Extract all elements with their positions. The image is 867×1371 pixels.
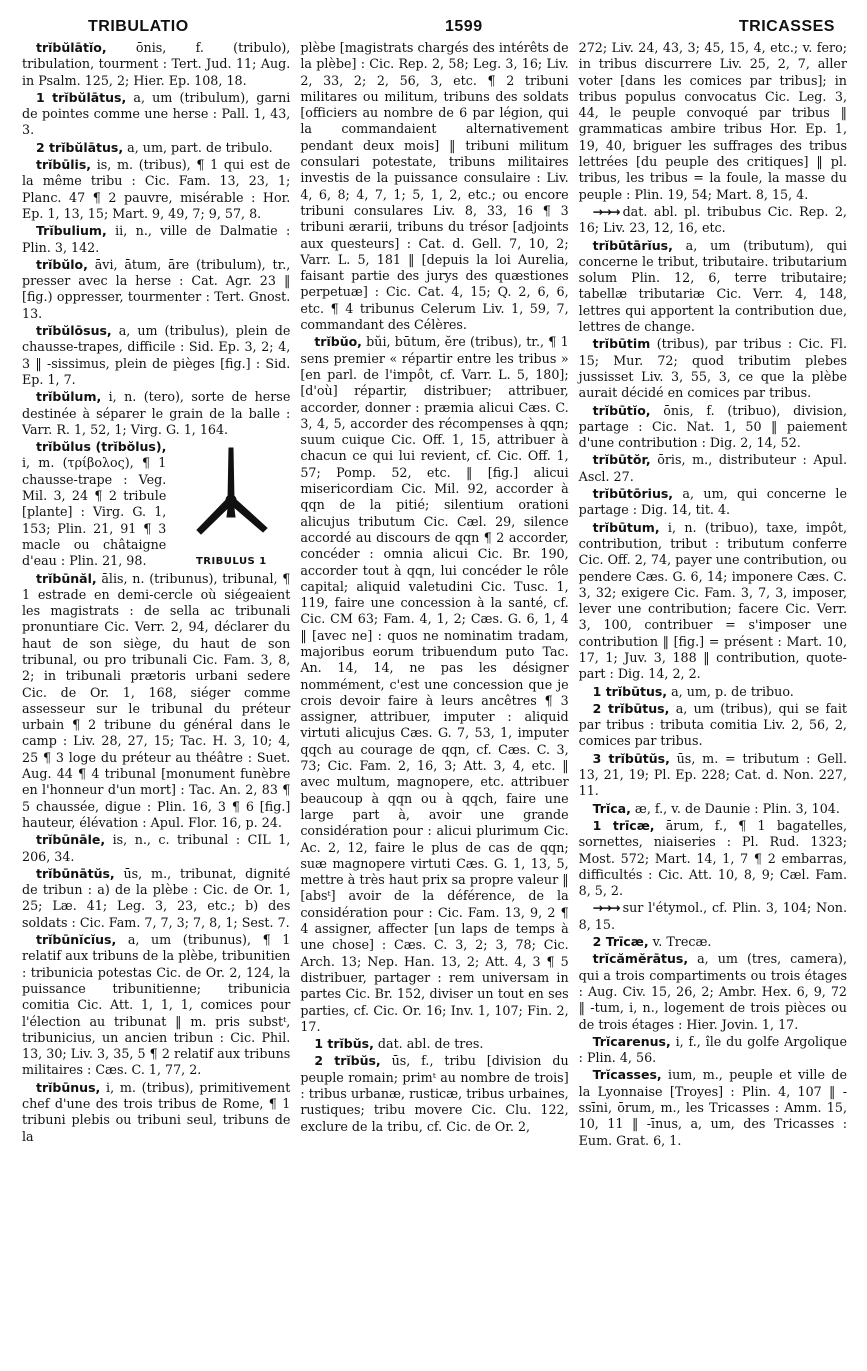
entry-text: i, n. (tribuo), taxe, impôt, contribution, tribut : tributum conferre Cic. Off. 2, 74, payer une contribution, ou pendere Cæs. G. 6, 14; imponere Cæs. C. 3, 32; exigere Cic. Fam. 3, 7, 3, imposer, lever une contribution; facere Cic. Verr. 3, 100, contribuer = s'imposer une contribution ‖ [fig.] = présent : Mart. 10, 17, 1; Juv. 3, 188 ‖ contribution, quote-part : Dig. 14, 2, 2. bbox=[578, 519, 847, 682]
dictionary-entry bbox=[579, 900, 847, 933]
headword: trĭbūtōrius, bbox=[592, 486, 674, 502]
dictionary-entry bbox=[579, 204, 847, 237]
dictionary-entry bbox=[579, 238, 847, 336]
headword: trĭbūnĭcĭus, bbox=[36, 932, 117, 948]
entry-text: dat. abl. pl. tribubus Cic. Rep. 2, 16; Liv. 23, 12, 16, etc. bbox=[578, 203, 847, 236]
figure-caption: TRIBULUS 1 bbox=[195, 556, 267, 568]
dictionary-entry bbox=[22, 157, 290, 222]
headword: Trĭbulium, bbox=[36, 223, 107, 239]
entry-text: a, um (tres, camera), qui a trois compartiments ou trois étages : Aug. Civ. 15, 26, 2; Ambr. Hex. 6, 9, 72 ‖ -tum, i, n., logement de trois pièces ou de trois étages : Hier. Jovin. 1, 17. bbox=[578, 951, 847, 1032]
dictionary-entry bbox=[579, 684, 847, 700]
headword: 2 trĭbūtus, bbox=[592, 700, 670, 716]
dictionary-entry bbox=[579, 520, 847, 683]
headword: 2 Trīcæ, bbox=[592, 934, 649, 950]
dictionary-entry bbox=[300, 40, 568, 333]
headword: trĭbŭlum, bbox=[36, 389, 102, 405]
entry-text: is, m. (tribus), ¶ 1 qui est de la même tribu : Cic. Fam. 13, 23, 1; Planc. 47 ¶ 2 pauvre, misérable : Hor. Ep. 1, 13, 15; Mart. 9, 49, 7; 9, 57, 8. bbox=[22, 157, 291, 221]
entry-text: a, um, part. de tribulo. bbox=[123, 139, 273, 155]
headword: trĭbūtārĭus, bbox=[592, 237, 673, 253]
entry-text: æ, f., v. de Daunie : Plin. 3, 104. bbox=[630, 800, 840, 816]
entry-text: a, um (tribus), qui se fait par tribus : tributa comitia Liv. 2, 56, 2, comices par tribus. bbox=[578, 700, 847, 749]
entry-text: v. Trecæ. bbox=[648, 934, 712, 950]
header-right-word: TRICASSES bbox=[738, 18, 835, 35]
dictionary-entry bbox=[579, 403, 847, 452]
entry-text: ālis, n. (tribunus), tribunal, ¶ 1 estrade en demi-cercle où siégeaient les magistrats : de sella ac tribunali pronuntiare Cic. Verr. 2, 94, déclarer du haut de son siège, du haut de son tribunal, ou pro tribunali Cic. Fam. 3, 8, 2; in tribunali prætoris urbani sedere Cic. de Or. 1, 168, siéger comme assesseur sur le tribunal du préteur urbain ¶ 2 tribune du général dans le camp : Liv. 28, 27, 15; Tac. H. 3, 10; 4, 25 ¶ 3 loge du préteur au théâtre : Suet. Aug. 44 ¶ 4 tribunal [monument funèbre en l'honneur d'un mort] : Tac. An. 2, 83 ¶ 5 chaussée, digue : Plin. 16, 3 ¶ 6 [fig.] hauteur, élévation : Apul. Flor. 16, p. 24. bbox=[22, 570, 291, 830]
dictionary-entry bbox=[22, 932, 290, 1079]
dictionary-entry bbox=[579, 1034, 847, 1067]
headword: 2 trĭbŭlātus, bbox=[36, 139, 124, 155]
dictionary-entry bbox=[579, 701, 847, 750]
entry-text: a, um (tribulum), garni de pointes comme une herse : Pall. 1, 43, 3. bbox=[22, 89, 291, 138]
dictionary-entry bbox=[300, 334, 568, 1035]
columns bbox=[22, 40, 847, 1150]
entry-text: a, um, p. de tribuo. bbox=[667, 683, 794, 699]
entry-text: ūs, f., tribu [division du peuple romain; primᵗ au nombre de trois] : tribus urbanæ, rusticæ, tribus urbaines, rustiques; tribu movere Cic. Clu. 122, exclure de la tribu, cf. Cic. de Or. 2, bbox=[300, 1053, 569, 1134]
dictionary-entry bbox=[579, 40, 847, 203]
entry-with-figure bbox=[22, 439, 290, 570]
headword: trĭbŭlus (trĭbŏlus), bbox=[36, 439, 167, 455]
dictionary-entry bbox=[22, 323, 290, 388]
headword: trĭbūnātŭs, bbox=[36, 865, 115, 881]
headword: trĭbūnăl, bbox=[36, 570, 97, 586]
dictionary-entry bbox=[579, 751, 847, 800]
headword: trĭbŭlātĭo, bbox=[36, 40, 107, 55]
headword: 2 trĭbŭs, bbox=[314, 1053, 381, 1069]
dictionary-entry bbox=[300, 1036, 568, 1052]
entry-text: plèbe [magistrats chargés des intérêts de la plèbe] : Cic. Rep. 2, 58; Leg. 3, 16; Liv. 2, 33, 2; 2, 56, 3, etc. ¶ 2 tribuni militares ou militum, tribuns des soldats [officiers au nombre de 6 par légion, qui la commandaient alternativement pendant deux mois] ‖ tribuni militum consulari potestate, tribuns militaires investis de la puissance consulaire : Liv. 4, 6, 8; 4, 7, 1; 5, 1, 2, etc.; ou encore tribuni consulares Liv. 8, 33, 16 ¶ 3 tribuni ærarii, tribuns du trésor [adjoints aux questeurs] : Cat. d. Gell. 7, 10, 2; Varr. L. 5, 181 ‖ [depuis la loi Aurelia, faisant partie des jurys des quæstiones perpetuæ] : Cic. Cat. 4, 15; Q. 2, 6, 6, etc. ¶ 4 tribunus Celerum Liv. 1, 59, 7, commandant des Célères. bbox=[300, 40, 569, 333]
dictionary-entry bbox=[579, 818, 847, 899]
dictionary-entry bbox=[22, 1080, 290, 1145]
triple-arrow-icon: →→→ bbox=[592, 900, 619, 916]
headword: trĭbŭlōsus, bbox=[36, 323, 112, 339]
dictionary-entry bbox=[579, 486, 847, 519]
entry-text: dat. abl. de tres. bbox=[373, 1036, 484, 1052]
headword: Trĭcarenus, bbox=[592, 1033, 671, 1049]
dictionary-entry bbox=[22, 90, 290, 139]
entry-text: ārum, f., ¶ 1 bagatelles, sornettes, niaiseries : Pl. Rud. 1323; Most. 572; Mart. 14, 1, 7 ¶ 2 embarras, difficultés : Cic. Att. 10, 8, 9; Cæl. Fam. 8, 5, 2. bbox=[578, 817, 847, 899]
caltrop-icon bbox=[181, 442, 281, 552]
headword: 3 trĭbūtŭs, bbox=[592, 750, 670, 766]
headword: 1 trĭbūtus, bbox=[592, 683, 668, 699]
dictionary-entry bbox=[579, 1067, 847, 1148]
headword: Trĭcasses, bbox=[592, 1067, 662, 1083]
entry-text: a, um (tribunus), ¶ 1 relatif aux tribuns de la plèbe, tribunitien : tribunicia potestas Cic. de Or. 2, 124, la puissance tribunitienne; tribunicia comitia Cic. Att. 1, 1, 1, comices pour l'élection au tribunat ‖ m. pris substᵗ, tribunicius, un ancien tribun : Cic. Phil. 13, 30; Liv. 3, 35, 5 ¶ 2 relatif aux tribuns militaires : Cæs. C. 1, 77, 2. bbox=[22, 932, 291, 1078]
headword: trĭbūtum, bbox=[592, 519, 660, 535]
dictionary-entry bbox=[579, 452, 847, 485]
headword: trĭbūlis, bbox=[36, 157, 92, 173]
entry-text: i, m. (tribus), primitivement chef d'une des trois tribus de Rome, ¶ 1 tribuni plebis ou tribuni seul, tribuns de la bbox=[22, 1079, 291, 1144]
dictionary-entry bbox=[579, 801, 847, 817]
entry-text: ūs, m. = tributum : Gell. 13, 21, 19; Pl. Ep. 228; Cat. d. Non. 227, 11. bbox=[578, 750, 847, 799]
headword: trĭbŭo, bbox=[314, 334, 362, 350]
entry-text: ūs, m., tribunat, dignité de tribun : a) de la plèbe : Cic. de Or. 1, 25; Læ. 41; Leg. 3, 23, etc.; b) des soldats : Cic. Fam. 7, 7, 3; 7, 8, 1; Sest. 7. bbox=[22, 865, 291, 930]
entry-text: ōris, m., distributeur : Apul. Ascl. 27. bbox=[578, 452, 847, 484]
page-header bbox=[22, 18, 847, 40]
headword: 1 trĭbŭs, bbox=[314, 1036, 374, 1052]
headword: trĭbūtĭo, bbox=[592, 402, 651, 418]
column-2 bbox=[300, 40, 568, 1150]
entry-text: i, n. (tero), sorte de herse destinée à séparer le grain de la balle : Varr. R. 1, 52, 1; Virg. G. 1, 164. bbox=[22, 389, 291, 437]
entry-text: āvi, ātum, āre (tribulum), tr., presser avec la herse : Cat. Agr. 23 ‖ [fig.) oppresser, tourmenter : Tert. Gnost. 13. bbox=[22, 256, 291, 321]
entry-text: i, m. (τρίβολος), ¶ 1 chausse-trape : Veg. Mil. 3, 24 ¶ 2 tribule [plante] : Virg. G. 1, 153; Plin. 21, 91 ¶ 3 macle ou châtaigne d'eau : Plin. 21, 98. bbox=[22, 455, 167, 569]
dictionary-entry bbox=[579, 934, 847, 950]
entry-text: sur l'étymol., cf. Plin. 3, 104; Non. 8, 15. bbox=[578, 900, 847, 932]
entry-text: a, um (tributum), qui concerne le tribut, tributaire. tributarium solum Plin. 12, 6, terre tributaire; tabellæ tributariæ Cic. Verr. 4, 148, lettres qui apportent la contribution due, lettres de change. bbox=[578, 237, 847, 335]
entry-text: 272; Liv. 24, 43, 3; 45, 15, 4, etc.; v. fero; in tribus discurrere Liv. 25, 2, 7, aller voter [dans les comices par tribus]; in tribus populus convocatus Cic. Leg. 3, 44, le peuple convoqué par tribus ‖ grammaticas ambire tribus Hor. Ep. 1, 19, 40, briguer les suffrages des tribus lettrées [du peuple des critiques] ‖ pl. tribus, les tribus = la foule, la masse du peuple : Plin. 19, 54; Mart. 8, 15, 4. bbox=[578, 40, 847, 202]
dictionary-entry bbox=[22, 389, 290, 438]
headword: trĭcămĕrātus, bbox=[592, 951, 689, 967]
entry-text: ium, m., peuple et ville de la Lyonnaise [Troyes] : Plin. 4, 107 ‖ -ssīni, ōrum, m., les Tricasses : Amm. 15, 10, 11 ‖ -īnus, a, um, des Tricasses : Eum. Grat. 6, 1. bbox=[578, 1067, 847, 1148]
headword: trĭbūtŏr, bbox=[592, 452, 651, 468]
headword: 1 trĭbŭlātus, bbox=[36, 89, 127, 105]
header-left-word: TRIBULATIO bbox=[88, 18, 189, 35]
headword: trĭbŭlo, bbox=[36, 256, 88, 272]
dictionary-entry bbox=[22, 140, 290, 156]
dictionary-entry bbox=[22, 832, 290, 865]
dictionary-entry bbox=[579, 951, 847, 1032]
entry-text: bŭi, būtum, ĕre (tribus), tr., ¶ 1 sens premier « répartir entre les tribus » [en parl. de l'impôt, cf. Varr. L. 5, 180]; [d'où] répartir, distribuer; attribuer, accorder, donner : præmia alicui Cæs. C. 3, 4, 5, accorder des récompenses à qqn; suum cuique Cic. Off. 1, 15, attribuer à chacun ce qui lui revient, cf. Cic. Off. 1, 57; Pomp. 52, etc. ‖ [fig.] alicui misericordiam Cic. Mil. 92, accorder à qqn de la pitié; silentium orationi alicujus tributum Cic. Cæl. 29, silence accordé au discours de qqn ¶ 2 accorder, concéder : omnia alicui Cic. Br. 190, accorder tout à qqn, lui concéder le rôle capital; aliquid valetudini Cic. Tusc. 1, 119, faire une concession à la santé, cf. Cic. CM 63; Fam. 4, 1, 2; Cæs. G. 6, 1, 4 ‖ [avec ne] : quos ne nominatim tradam, majoribus eorum tribuendum puto Tac. An. 14, 14, ne pas les désigner nommément, c'est une concession que je crois devoir faire à leurs ancêtres ¶ 3 assigner, attribuer, imputer : aliquid virtuti alicujus Cæs. G. 7, 53, 1, imputer qqch au courage de qqn, cf. Cæs. C. 3, 73; Cic. Fam. 2, 16, 3; Att. 3, 4, etc. ‖ avec multum, magnopere, etc. attribuer beaucoup à qqn ou à qqch, faire une large part à, avoir une grande considération pour : alicui plurimum Cic. Ac. 2, 12, faire le plus de cas de qqn; suæ magnopere virtuti Cæs. G. 1, 13, 5, mettre à très haut prix sa propre valeur ‖ [absᵗ] avoir de la déférence, de la considération pour : Cic. Fam. 13, 9, 2 ¶ 4 assigner, affecter [un laps de temps à une chose] : Cæs. C. 3, 2; 3, 78; Cic. Arch. 13; Nep. Han. 13, 2; Att. 4, 3 ¶ 5 distribuer, partager : rem universam in partes Cic. Br. 152, diviser un tout en ses parties, cf. Cic. Or. 16; Inv. 1, 107; Fin. 2, 17. bbox=[300, 334, 569, 1034]
headword: 1 trīcæ, bbox=[592, 817, 655, 833]
entry-text: ōnis, f. (tribulo), tribulation, tourment : Tert. Jud. 11; Aug. in Psalm. 125, 2; Hier. Ep. 108, 18. bbox=[22, 40, 291, 88]
dictionary-entry bbox=[22, 866, 290, 931]
entry-text: ōnis, f. (tribuo), division, partage : Cic. Nat. 1, 50 ‖ paiement d'une contribution : Dig. 2, 14, 52. bbox=[578, 402, 847, 451]
dictionary-entry bbox=[22, 571, 290, 832]
headword: trĭbūtim bbox=[592, 336, 651, 352]
headword: trĭbūnus, bbox=[36, 1079, 101, 1095]
entry-text: is, n., c. tribunal : CIL 1, 206, 34. bbox=[22, 832, 291, 864]
triple-arrow-icon: →→→ bbox=[592, 203, 619, 219]
tribulus-figure bbox=[172, 439, 290, 570]
headword: Trĭca, bbox=[592, 800, 631, 816]
dictionary-entry bbox=[300, 1053, 568, 1134]
entry-text: (tribus), par tribus : Cic. Fl. 15; Mur. 72; quod tributim plebes jussisset Liv. 3, 55, 3, ce que la plèbe aurait décidé en comices par tribus. bbox=[578, 336, 847, 401]
headword: trĭbūnāle, bbox=[36, 832, 106, 848]
entry-text: a, um, qui concerne le partage : Dig. 14, tit. 4. bbox=[578, 486, 847, 518]
dictionary-entry bbox=[579, 336, 847, 401]
dictionary-entry bbox=[22, 223, 290, 256]
column-3 bbox=[579, 40, 847, 1150]
entry-text: ii, n., ville de Dalmatie : Plin. 3, 142. bbox=[22, 223, 291, 255]
entry-text: a, um (tribulus), plein de chausse-trapes, difficile : Sid. Ep. 3, 2; 4, 3 ‖ -sissimus, plein de pièges [fig.] : Sid. Ep. 1, 7. bbox=[22, 323, 291, 387]
dictionary-entry bbox=[22, 439, 166, 569]
entry-text: i, f., île du golfe Argolique : Plin. 4, 56. bbox=[578, 1033, 847, 1066]
column-1 bbox=[22, 40, 290, 1150]
dictionary-entry bbox=[22, 40, 290, 89]
dictionary-entry bbox=[22, 257, 290, 322]
page-number: 1599 bbox=[445, 18, 483, 35]
